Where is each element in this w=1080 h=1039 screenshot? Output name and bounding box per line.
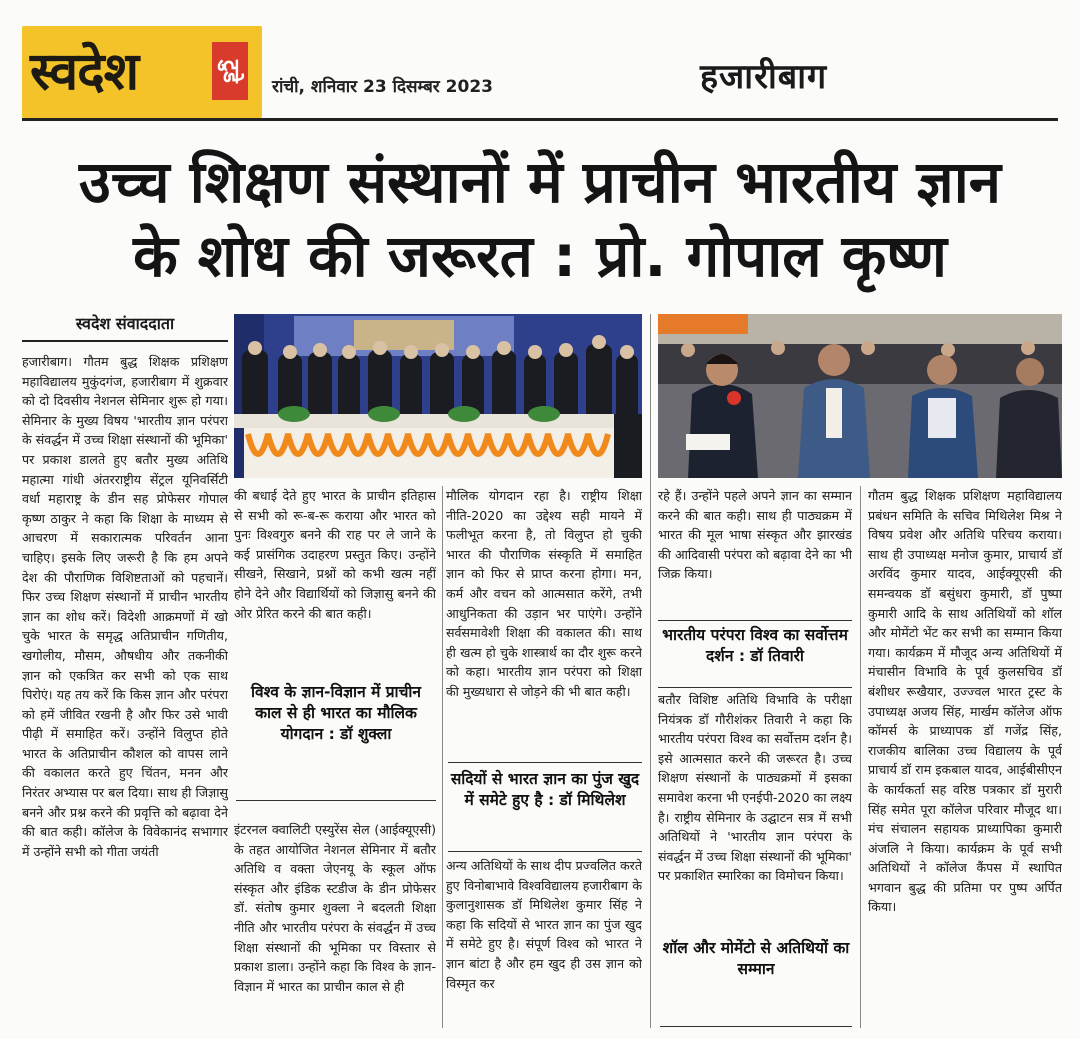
logo-badge: टुडे xyxy=(212,42,248,100)
byline: स्वदेश संवाददाता xyxy=(22,312,228,342)
logo-text: स्वदेश xyxy=(30,41,139,102)
article-column-2-bottom: इंटरनल क्वालिटी एस्युरेंस सेल (आईक्यूएसी) के तहत आयोजित नेशनल सेमिनार में बतौर अतिथि व वक्ता जेएनयू के स्कूल ऑफ संस्कृत और इंडिक स्टडीज के डीन प्रोफेसर डॉ. संतोष कुमार शुक्ला ने बदलती शिक्षा नीति और भारतीय परंपरा के संवर्द्धन में उच्च शिक्षा संस्थानों की भूमिका पर विस्तार से प्रकाश डाला। उन्होंने कहा कि विश्व के ज्ञान-विज्ञान में भारत का प्राचीन काल से ही xyxy=(234,822,436,994)
article-column-5: गौतम बुद्ध शिक्षक प्रशिक्षण महाविद्यालय प्रबंधन समिति के सचिव मिथिलेश मिश्र ने विषय प्रवेश और अतिथि परिचय कराया। साथ ही उपाध्यक्ष मनोज कुमार, प्राचार्य डॉ अरविंद कुमार यादव, आईक्यूएसी की समन्वयक डॉ बसुंधरा कुमारी, डॉ पुष्पा कुमारी आदि के साथ अतिथियों को शॉल और मोमेंटो भेंट कर सभी का सम्मान किया गया। कार्यक्रम में मौजूद अन्य अतिथियों में मंचासीन विभावि के पूर्व कुलसचिव डॉ बंशीधर रूखैयार, उज्ज्वल भारत ट्रस्ट के उपाध्यक्ष अजय सिंह, मार्खम कॉलेज ऑफ कॉमर्स के प्राध्यापक डॉ गजेंद्र सिंह, राजकीय बालिका उच्च विद्यालय के पूर्व प्राचार्य डॉ राम इकबाल यादव, आईबीसीएन के कार्यकर्ता सह वरिष्ठ पत्रकार डॉ मुरारी सिंह समेत पूरा कॉलेज परिवार मौजूद था। मंच संचालन सहायक प्राध्यापिका कुमारी अंजलि ने किया। कार्यक्रम के पूर्व सभी अतिथियों ने कॉलेज कैंपस में स्थापित भगवान बुद्ध की प्रतिमा पर पुष्प अर्पित किया। xyxy=(868,488,1062,915)
article-column-3-top: मौलिक योगदान रहा है। राष्ट्रीय शिक्षा नीति-2020 का उद्देश्य सही मायने में फलीभूत करना है, तो विलुप्त हो चुकी भारत की पौराणिक संस्कृति में समाहित ज्ञान को फिर से प्राप्त करना होगा। मन, कर्म और वचन को आत्मसात करेंगे, तभी आधुनिकता की उड़ान भर पाएंगे। उन्होंने सर्वसमावेशी शिक्षा की वकालत की। साथ ही खत्म हो चुके शास्त्रार्थ का दौर शुरू करने को कहा। भारतीय ज्ञान परंपरा को शिक्षा की मुख्यधारा से जोड़ने की भी बात कही। xyxy=(446,488,642,699)
article-column-4-top: रहे हैं। उन्होंने पहले अपने ज्ञान का सम्मान करने की बात कही। साथ ही पाठ्यक्रम में भारत की मूल भाषा संस्कृत और झारखंड की आदिवासी परंपरा को बढ़ावा देने का भी जिक्र किया। xyxy=(658,488,852,582)
subheading-shukla: विश्व के ज्ञान-विज्ञान में प्राचीन काल से ही भारत का मौलिक योगदान : डॉ शुक्ला xyxy=(236,682,436,801)
section-label: हजारीबाग xyxy=(700,57,828,97)
column-rule xyxy=(650,314,651,1028)
column-rule xyxy=(442,486,443,1028)
stage-photo-illustration xyxy=(234,314,642,478)
article-column-2-top: की बधाई देते हुए भारत के प्राचीन इतिहास से सभी को रू-ब-रू कराया और भारत को पुनः विश्वगुरु बनने की राह पर ले जाने के कई प्रासंगिक उदाहरण प्रस्तुत किए। उन्होंने सीखने, सिखाने, प्रश्नों को कभी खत्म नहीं होने देने और विद्यार्थियों को जिज्ञासु बनने की ओर प्रेरित करने की बात कही। xyxy=(234,488,436,621)
article-column-1: हजारीबाग। गौतम बुद्ध शिक्षक प्रशिक्षण महाविद्यालय मुकुंदगंज, हजारीबाग में शुक्रवार को दो दिवसीय नेशनल सेमिनार शुरू हो गया। सेमिनार के मुख्य विषय 'भारतीय ज्ञान परंपरा के संवर्द्धन में उच्च शिक्षा संस्थानों की भूमिका' पर प्रकाश डालते हुए बतौर मुख्य अतिथि महात्मा गांधी अंतरराष्ट्रीय सेंट्रल यूनिवर्सिटी वर्धा महाराष्ट्र के डीन सह प्रोफेसर गोपाल कृष्ण ठाकुर ने कहा कि शिक्षा के माध्यम से आचरण में सकारात्मक परिवर्तन आना चाहिए। इसके लिए जरूरी है कि हम अपने देश की पौराणिक विशिष्टताओं को पहचानें। फिर उच्च शिक्षण संस्थानों में प्राचीन भारतीय ज्ञान का शोध करें। विदेशी आक्रमणों में खो चुके भारत के समृद्ध अतिप्राचीन गणितीय, खगोलीय, मौसम, औषधीय और तकनीकी ज्ञान को एकत्रित कर सभी को एक साथ पिरोएं। यह तय करें कि किस ज्ञान और परंपरा को हमें जीवित रखनी है और फिर उसे भावी पीढ़ी में समाहित करें। उन्होंने विलुप्त होते भारत के अतिप्राचीन कौशल को वापस लाने की वकालत करते हुए चिंतन, मनन और निरंतर अभ्यास पर बल दिया। साथ ही जिज्ञासु बनने और प्रश्न करने की प्रवृत्ति को बढ़ावा देने की बात कही। कॉलेज के विवेकानंद सभागार में उन्होंने सभी को गीता जयंती xyxy=(22,354,228,859)
dateline: रांची, शनिवार 23 दिसम्बर 2023 xyxy=(272,77,493,97)
article-column-4-bottom: बतौर विशिष्ट अतिथि विभावि के परीक्षा नियंत्रक डॉ गौरीशंकर तिवारी ने कहा कि भारतीय परंपरा विश्व का सर्वोत्तम दर्शन है। इसे आत्मसात करने की जरूरत है। उच्च शिक्षण संस्थानों के पाठ्यक्रमों में इसका समावेश करना भी एनईपी-2020 का लक्ष्य है। राष्ट्रीय सेमिनार के उद्घाटन सत्र में सभी अतिथियों ने 'भारतीय ज्ञान परंपरा के संवर्द्धन में उच्च शिक्षा संस्थानों की भूमिका' पर प्रकाशित स्मारिका का विमोचन किया। xyxy=(658,692,852,884)
subheading-honour: शॉल और मोमेंटो से अतिथियों का सम्मान xyxy=(660,928,852,1027)
headline-line-1: उच्च शिक्षण संस्थानों में प्राचीन भारतीय ज्ञान xyxy=(79,148,1001,216)
article-column-3-bottom: अन्य अतिथियों के साथ दीप प्रज्वलित करते हुए विनोबाभावे विश्वविद्यालय हजारीबाग के कुलानुशासक डॉ मिथिलेश कुमार सिंह ने कहा कि सदियों से भारत ज्ञान का पुंज खुद में समेटे हुए है। संपूर्ण विश्व को भारत ने ज्ञान बांटा है और हम खुद ही उस ज्ञान को विस्मृत कर xyxy=(446,858,642,991)
stage-photo xyxy=(234,314,642,478)
subheading-mithilesh: सदियों से भारत ज्ञान का पुंज खुद में समेटे हुए है : डॉ मिथिलेश xyxy=(448,762,642,852)
audience-photo-illustration xyxy=(658,314,1062,478)
headline-line-2: के शोध की जरूरत : प्रो. गोपाल कृष्ण xyxy=(133,222,947,290)
subheading-tiwari: भारतीय परंपरा विश्व का सर्वोत्तम दर्शन : डॉ तिवारी xyxy=(658,620,852,688)
masthead-rule xyxy=(22,118,1058,121)
audience-photo xyxy=(658,314,1062,478)
column-rule xyxy=(860,486,861,1028)
